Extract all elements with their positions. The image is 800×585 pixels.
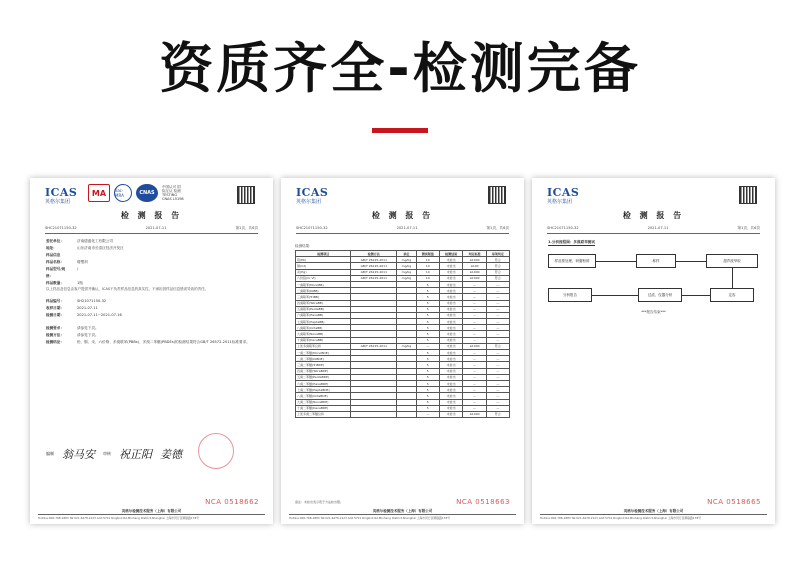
table-cell: — (463, 405, 486, 411)
table-cell: 未检出 (439, 387, 462, 393)
table-cell: — (463, 319, 486, 325)
table-cell: — (463, 362, 486, 368)
table-cell: ≤100 (463, 263, 486, 269)
table-cell: 未检出 (439, 399, 462, 405)
signature-3: 姜德 (160, 448, 182, 461)
flow-arrow (592, 295, 638, 296)
table-cell: mg/kg (397, 263, 416, 269)
table-header: 测试限值 (416, 251, 439, 257)
table-cell: 未检出 (439, 368, 462, 374)
table-cell: GB/T 26125-2011 (351, 263, 397, 269)
serial-number: NCA 0518662 (205, 498, 259, 506)
table-cell: — (486, 393, 509, 399)
table-cell: 未检出 (439, 337, 462, 343)
table-cell: 符合 (486, 269, 509, 275)
table-cell: 5 (416, 393, 439, 399)
report-date: 2021-07-11 (647, 226, 669, 230)
info-row: 样品信息 (46, 253, 61, 257)
report-date: 2021-07-11 (396, 226, 418, 230)
table-cell: 未检出 (439, 300, 462, 306)
table-cell: — (486, 399, 509, 405)
info-row: 委托单位： 济南德盛化工有限公司 (46, 239, 113, 243)
table-cell: — (486, 368, 509, 374)
title-underline (372, 128, 428, 133)
table-cell: 未检出 (439, 306, 462, 312)
table-cell: 九溴二苯醚(NonaBDE) (296, 399, 351, 405)
info-row: 地址： 山东济南市长清区经济开发区 (46, 246, 124, 250)
table-cell: 未检出 (439, 411, 462, 417)
table-cell: 5 (416, 281, 439, 287)
table-cell: 5 (416, 319, 439, 325)
doc-meta (296, 226, 509, 234)
table-cell: 未检出 (439, 393, 462, 399)
table-cell: 未检出 (439, 257, 462, 263)
table-cell: 5 (416, 306, 439, 312)
footer-org: 英格尔检测技术服务（上海）有限公司 (623, 509, 684, 513)
table-cell: 5 (416, 300, 439, 306)
table-cell: 5 (416, 368, 439, 374)
table-footnote: 备注：未检出表示低于方法检出限。 (295, 500, 344, 504)
table-cell: 未检出 (439, 405, 462, 411)
info-row: 检测要求： 请参见下页。 (46, 326, 99, 330)
table-cell: — (486, 356, 509, 362)
report-date: 2021-07-11 (145, 226, 167, 230)
flow-arrow (732, 268, 733, 288)
table-cell: GB/T 26125-2011 (351, 257, 397, 263)
flow-box-analysis: 过滤、仪器分析 (638, 288, 682, 302)
info-row: 样品型号/规格： / (46, 267, 79, 278)
table-cell: mg/kg (397, 343, 416, 349)
table-cell: — (463, 325, 486, 331)
info-row: 样品数量： 1瓶 (46, 281, 83, 285)
table-cell: 5 (416, 399, 439, 405)
table-cell: 未检出 (439, 281, 462, 287)
sign-label: 编制 (46, 451, 54, 456)
info-row: 样品名称： 增塑剂 (46, 260, 88, 264)
table-cell: 未检出 (439, 380, 462, 386)
table-cell: ≤1000 (463, 275, 486, 281)
table-cell: 符合 (486, 257, 509, 263)
table-cell: mg/kg (397, 257, 416, 263)
table-header: 单项判定 (486, 251, 509, 257)
table-cell: — (486, 319, 509, 325)
table-cell: 五溴二苯醚(PentaBDE) (296, 374, 351, 380)
doc-title: 检 测 报 告 (371, 210, 434, 220)
footer-address: Hotline:000-768-1883 Tel:021-6478-2123 Add:5701 Ringboll Rd,Minhang District,Shanghai 上海市闵行区顺联路178号 (38, 514, 265, 520)
page-count: 第1页，共6页 (235, 226, 258, 230)
footer-org: 英格尔检测技术服务（上海）有限公司 (121, 509, 182, 513)
table-cell: 未检出 (439, 294, 462, 300)
table-cell: 八溴二苯醚(OctaBDE) (296, 393, 351, 399)
table-cell: — (486, 306, 509, 312)
icas-logo: ICAS 英格尔集团 (547, 186, 580, 205)
page-count: 第1页，共6页 (486, 226, 509, 230)
table-cell: 10 (416, 275, 439, 281)
table-cell: 未检出 (439, 312, 462, 318)
table-cell: 三溴二苯醚(TriBDE) (296, 362, 351, 368)
ilac-mark-icon: ilac-MRA (114, 184, 132, 202)
table-cell: — (463, 306, 486, 312)
serial-number: NCA 0518665 (707, 498, 761, 506)
table-cell: 十溴二苯醚(DecaBDE) (296, 405, 351, 411)
table-cell: ≤1000 (463, 343, 486, 349)
table-cell: 5 (416, 337, 439, 343)
table-header: 检测方法 (351, 251, 397, 257)
table-cell: mg/kg (397, 269, 416, 275)
table-cell: — (463, 337, 486, 343)
table-cell: ≤1000 (463, 257, 486, 263)
table-cell: 一溴联苯(MonoBB) (296, 281, 351, 287)
table-header: 检测项目 (296, 251, 351, 257)
doc-meta (547, 226, 760, 234)
table-cell: 5 (416, 362, 439, 368)
table-cell: 七溴联苯(HeptaBB) (296, 319, 351, 325)
table-cell: — (486, 374, 509, 380)
results-table (295, 250, 510, 418)
table-cell: 10 (416, 263, 439, 269)
info-row: 检测结论： 铅、镉、汞、六价铬、多溴联苯(PBBs)、多溴二苯醚(PBDEs)的检测结果符合GB/T 26572-2011标准要求。 (46, 340, 250, 344)
sign-label-2: 审核 (103, 451, 111, 456)
table-cell: 未检出 (439, 356, 462, 362)
table-cell: 5 (416, 331, 439, 337)
table-cell: 符合 (486, 343, 509, 349)
table-header: 单位 (397, 251, 416, 257)
table-cell: ≤1000 (463, 411, 486, 417)
table-cell: — (486, 288, 509, 294)
testing-mark: 中国认可 国际互认 检测 TESTING CNAS L5198 (162, 185, 184, 201)
serial-number: NCA 0518663 (456, 498, 510, 506)
table-cell: 未检出 (439, 269, 462, 275)
table-cell: 5 (416, 387, 439, 393)
info-row: 检测方法： 请参见下页。 (46, 333, 99, 337)
table-cell: 5 (416, 312, 439, 318)
page-title: 资质齐全-检测完备 (159, 37, 641, 100)
flow-title: 1.分析流程图：多溴联苯测试 (548, 240, 595, 244)
table-cell: — (486, 337, 509, 343)
table-cell: — (416, 411, 439, 417)
footer-address: Hotline:000-768-1883 Tel:021-6478-2123 Add:5701 Ringboll Rd,Minhang District,Shanghai 上海市闵行区顺联路178号 (540, 514, 767, 520)
table-cell: 5 (416, 405, 439, 411)
table-cell: 未检出 (439, 362, 462, 368)
table-cell: 二溴联苯(DiBB) (296, 288, 351, 294)
table-cell: — (416, 343, 439, 349)
ma-mark-icon: MA (88, 184, 110, 202)
table-cell: — (486, 350, 509, 356)
report-end: ***报告结束*** (641, 310, 666, 314)
table-cell: 符合 (486, 411, 509, 417)
table-cell: 未检出 (439, 288, 462, 294)
table-cell: 5 (416, 294, 439, 300)
table-cell (397, 411, 416, 417)
table-cell: — (486, 387, 509, 393)
table-cell: 10 (416, 257, 439, 263)
table-cell: 一溴二苯醚(MonoBDE) (296, 350, 351, 356)
info-row: 收样日期： 2021-07-11 (46, 306, 98, 310)
table-cell: 五溴联苯(PentaBB) (296, 306, 351, 312)
table-cell: 未检出 (439, 319, 462, 325)
table-cell: 5 (416, 350, 439, 356)
signature-1: 翁马安 (62, 448, 95, 461)
doc-meta (45, 226, 258, 234)
table-cell: 5 (416, 380, 439, 386)
table-cell: — (463, 368, 486, 374)
table-cell: — (486, 325, 509, 331)
signature-row (46, 446, 257, 462)
table-cell: 六溴联苯(HexaBB) (296, 312, 351, 318)
report-page-2 (281, 178, 524, 524)
table-cell: 符合 (486, 263, 509, 269)
table-cell: 10 (416, 269, 439, 275)
table-cell: GB/T 26125-2011 (351, 275, 397, 281)
table-cell: — (463, 380, 486, 386)
table-cell: 汞(Hg) (296, 269, 351, 275)
flow-box-extract: 超声波萃取 (706, 254, 758, 268)
client-info (46, 238, 257, 346)
flow-box-volume: 定容 (710, 288, 754, 302)
table-cell: 镉(Cd) (296, 263, 351, 269)
doc-title: 检 测 报 告 (120, 210, 183, 220)
signature-2: 祝正阳 (119, 448, 152, 461)
table-cell: — (486, 300, 509, 306)
flow-box-weigh: 称样 (636, 254, 676, 268)
table-cell: — (463, 387, 486, 393)
table-cell: 上述多溴联苯总和 (296, 343, 351, 349)
table-cell: — (486, 380, 509, 386)
table-cell: — (486, 281, 509, 287)
icas-logo: ICAS 英格尔集团 (45, 186, 78, 205)
results-label: 检测结果： (295, 244, 313, 248)
table-header: 判定标准 (463, 251, 486, 257)
table-cell: 未检出 (439, 325, 462, 331)
table-cell: — (463, 294, 486, 300)
table-cell: 六溴二苯醚(HexaBDE) (296, 380, 351, 386)
table-cell: — (486, 312, 509, 318)
table-cell: GB/T 26125-2011 (351, 269, 397, 275)
table-cell: — (486, 331, 509, 337)
doc-title: 检 测 报 告 (622, 210, 685, 220)
table-cell: 铅(Pb) (296, 257, 351, 263)
table-cell (351, 411, 397, 417)
table-cell: — (463, 399, 486, 405)
table-cell: — (486, 405, 509, 411)
table-cell: 未检出 (439, 331, 462, 337)
report-number: SHC21071150-32 (296, 226, 328, 230)
table-cell: 三溴联苯(TriBB) (296, 294, 351, 300)
report-number: SHC21071150-32 (45, 226, 77, 230)
table-cell: 未检出 (439, 263, 462, 269)
cnas-mark-icon: CNAS (136, 184, 158, 202)
table-cell: — (486, 362, 509, 368)
flow-box-pretreat: 样品预处理、研磨粉碎 (548, 254, 596, 268)
table-cell: 未检出 (439, 275, 462, 281)
table-cell: 未检出 (439, 343, 462, 349)
table-cell: — (463, 331, 486, 337)
sample-note: 以上样品及信息由客户提供并确认，ICAS不负责样品信息的真实性，不承担因样品信息错误导致的责任。 (46, 287, 209, 291)
qr-code-icon (488, 186, 506, 204)
table-cell: 5 (416, 356, 439, 362)
table-cell: 未检出 (439, 350, 462, 356)
qr-code-icon (739, 186, 757, 204)
table-cell: mg/kg (397, 275, 416, 281)
info-row: 样品编号： SH21071150-32 (46, 299, 107, 303)
table-cell: 四溴二苯醚(TetraBDE) (296, 368, 351, 374)
icas-logo: ICAS 英格尔集团 (296, 186, 329, 205)
flow-box-report: 分析报告 (548, 288, 592, 302)
table-cell: — (463, 300, 486, 306)
table-cell: 5 (416, 325, 439, 331)
table-cell: 七溴二苯醚(HeptaBDE) (296, 387, 351, 393)
table-cell: — (486, 294, 509, 300)
table-cell: 5 (416, 374, 439, 380)
table-cell: 未检出 (439, 374, 462, 380)
table-cell: GB/T 26125-2011 (351, 343, 397, 349)
table-cell: 符合 (486, 275, 509, 281)
flow-arrow (682, 295, 710, 296)
table-cell: 九溴联苯(NonaBB) (296, 331, 351, 337)
table-row (296, 411, 510, 417)
table-cell: — (463, 374, 486, 380)
info-row: 检测日期： 2021-07-11~2021-07-16 (46, 313, 122, 317)
table-cell: 5 (416, 288, 439, 294)
table-cell: — (463, 288, 486, 294)
table-cell: — (463, 350, 486, 356)
footer-address: Hotline:000-768-1883 Tel:021-6478-2123 Add:5701 Ringboll Rd,Minhang District,Shanghai 上海市闵行区顺联路178号 (289, 514, 516, 520)
table-cell: 六价铬(Cr VI) (296, 275, 351, 281)
qr-code-icon (237, 186, 255, 204)
table-cell: ≤1000 (463, 269, 486, 275)
table-cell: 二溴二苯醚(DiBDE) (296, 356, 351, 362)
flow-arrow (596, 261, 636, 262)
flow-arrow (676, 261, 706, 262)
report-page-1 (30, 178, 273, 524)
cert-marks (88, 184, 184, 202)
report-page-3 (532, 178, 775, 524)
report-number: SHC21071150-32 (547, 226, 579, 230)
table-cell: 八溴联苯(OctaBB) (296, 325, 351, 331)
table-header: 检测结果 (439, 251, 462, 257)
table-cell: — (463, 393, 486, 399)
table-cell: — (463, 356, 486, 362)
table-cell: 四溴联苯(TetraBB) (296, 300, 351, 306)
table-cell: — (463, 281, 486, 287)
footer-org: 英格尔检测技术服务（上海）有限公司 (372, 509, 433, 513)
table-cell: — (463, 312, 486, 318)
page-count: 第1页，共6页 (737, 226, 760, 230)
table-cell: 上述多溴二苯醚总和 (296, 411, 351, 417)
table-cell: 十溴联苯(DecaBB) (296, 337, 351, 343)
